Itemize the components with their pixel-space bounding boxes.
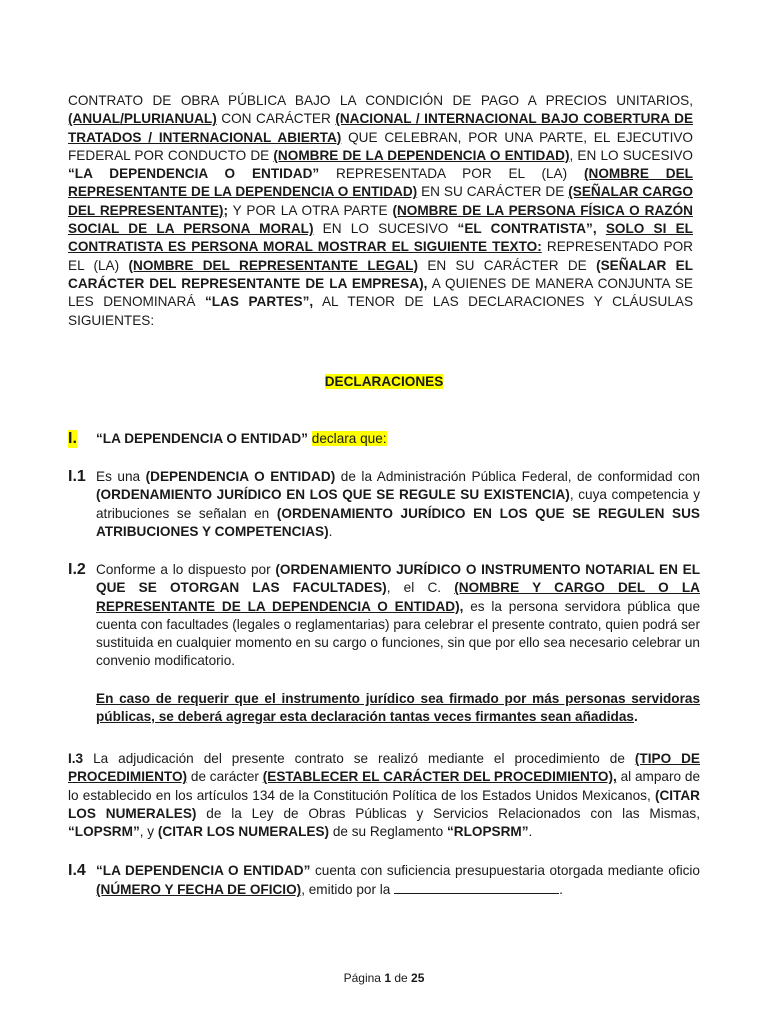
clause-number: I.4 [68, 862, 86, 879]
clause-text-run: La adjudicación del presente contrato se realizó mediante el procedimiento de [83, 751, 635, 766]
placeholder-contractor-name: (NOMBRE DE LA PERSONA FÍSICA O RAZÓN SOCIAL DE LA PERSONA MORAL) [68, 202, 693, 237]
page-footer [0, 970, 768, 986]
placeholder-coverage: (NACIONAL / INTERNACIONAL BAJO COBERTURA DE TRATADOS / INTERNACIONAL ABIERTA) [68, 111, 694, 145]
clause-text-run: Conforme a lo dispuesto por [96, 562, 276, 577]
preamble-text: AL TENOR DE LAS DECLARACIONES Y CLÁUSULAS SIGUIENTES: [68, 294, 694, 328]
contract-preamble [68, 92, 693, 330]
declarations-heading: DECLARACIONES [324, 374, 444, 389]
placeholder-faculties-instrument: (ORDENAMIENTO JURÍDICO O INSTRUMENTO NOTARIAL EN EL QUE SE OTORGAN LAS FACULTADES) [96, 562, 700, 596]
clause-number: I.1 [68, 468, 86, 485]
defined-term-lopsrm: “LOPSRM” [68, 824, 140, 840]
clause-text-run: . [528, 824, 533, 840]
defined-term-contractor: “EL CONTRATISTA”, [457, 221, 606, 237]
clause-text-run: de carácter [187, 769, 263, 785]
section-number: I. [68, 430, 77, 447]
fill-in-blank [394, 880, 559, 894]
placeholder-numerals: (CITAR LOS NUMERALES) [68, 787, 700, 821]
page-label: Página [343, 971, 385, 985]
placeholder-agency-type: (DEPENDENCIA O ENTIDAD) [145, 469, 336, 484]
preamble-text: , EN LO SUCESIVO [569, 147, 693, 163]
clause-text-run: es la persona servidora pública que cuenta con facultades (legales o reglamentarias) para celebrar el presente contrato, quien podrá ser sustituida en cualquier momento en su cargo o funciones, sin que por ello sea necesario celebrar un convenio modificatorio. [96, 598, 701, 669]
declares-text: declara que: [311, 431, 387, 446]
clause-text-run: al amparo de lo establecido en los artículos 134 de la Constitución Política de los Estados Unidos Mexicanos, [68, 769, 700, 803]
preamble-text: EN LO SUCESIVO [313, 221, 458, 237]
placeholder-attributions: (ORDENAMIENTO JURÍDICO EN LOS QUE SE REGULEN SUS ATRIBUCIONES Y COMPETENCIAS) [96, 505, 700, 539]
preamble-text: EN SU CARÁCTER DE [417, 184, 569, 200]
clause-text-run: . [328, 523, 333, 539]
placeholder-representative-role: (SEÑALAR CARGO DEL REPRESENTANTE) [68, 184, 693, 218]
clause-number: I.2 [68, 561, 86, 578]
declaration-i3 [68, 750, 700, 841]
declaration-section-i [68, 430, 700, 448]
current-page-number: 1 [384, 971, 391, 985]
clause-number: I.3 [68, 751, 84, 766]
clause-text-run: cuenta con suficiencia presupuestaria otorgada mediante oficio [310, 863, 700, 878]
section-heading [0, 373, 768, 391]
page-of-text: de [391, 971, 412, 985]
clause-text-run: Es una [96, 469, 146, 484]
placeholder-legal-representative-role: (SEÑALAR EL CARÁCTER DEL REPRESENTANTE DE LA EMPRESA), [68, 257, 694, 291]
placeholder-legal-basis: (ORDENAMIENTO JURÍDICO EN LOS QUE SE REGULE SU EXISTENCIA) [96, 487, 570, 503]
signatories-instruction: En caso de requerir que el instrumento jurídico sea firmado por más personas servidoras públicas, se deberá agregar esta declaración tantas veces firmantes sean añadidas [96, 690, 700, 725]
instruction-note [96, 690, 700, 727]
preamble-text: A QUIENES DE MANERA CONJUNTA SE LES DENOMINARÁ [68, 275, 693, 310]
placeholder-numerals: (CITAR LOS NUMERALES) [157, 824, 330, 840]
clause-text [68, 750, 700, 841]
clause-text [96, 561, 700, 671]
preamble-text: QUE CELEBRAN, POR UNA PARTE, EL EJECUTIVO FEDERAL POR CONDUCTO DE [68, 129, 693, 163]
preamble-text: REPRESENTADA POR EL (LA) [319, 166, 584, 182]
placeholder-representative-name-role: (NOMBRE Y CARGO DEL O LA REPRESENTANTE DE LA DEPENDENCIA O ENTIDAD), [96, 580, 700, 614]
defined-term-parties: “LAS PARTES”, [204, 294, 314, 310]
placeholder-agency-representative: (NOMBRE DEL REPRESENTANTE DE LA DEPENDENCIA O ENTIDAD) [68, 166, 693, 200]
clause-text-run: de su Reglamento [329, 824, 447, 840]
total-pages: 25 [411, 971, 425, 985]
preamble-text: CON CARÁCTER [216, 111, 336, 127]
defined-term-rlopsrm: “RLOPSRM” [446, 824, 529, 840]
declaration-i1 [68, 468, 700, 541]
clause-text-run: de la Ley de Obras Públicas y Servicios Relacionados con las Mismas, [196, 805, 700, 821]
preamble-text: Y POR LA OTRA PARTE [228, 202, 393, 218]
note-punctuation: . [633, 709, 638, 725]
defined-term-agency: “LA DEPENDENCIA O ENTIDAD” [96, 431, 308, 446]
clause-text [96, 468, 700, 541]
clause-text-run: . [559, 882, 563, 898]
clause-text-run: , el C. [386, 580, 455, 596]
placeholder-procedure-type: (TIPO DE PROCEDIMIENTO) [68, 751, 700, 785]
preamble-text: EN SU CARÁCTER DE [418, 257, 597, 273]
placeholder-agency-name: (NOMBRE DE LA DEPENDENCIA O ENTIDAD) [273, 147, 570, 163]
conditional-instruction: SOLO SI EL CONTRATISTA ES PERSONA MORAL MOSTRAR EL SIGUIENTE TEXTO: [68, 221, 693, 255]
placeholder-legal-representative: (NOMBRE DEL REPRESENTANTE LEGAL) [128, 257, 419, 273]
preamble-punctuation: ; [223, 202, 228, 218]
placeholder-procedure-character: (ESTABLECER EL CARÁCTER DEL PROCEDIMIENTO), [262, 769, 617, 785]
clause-text-run: , cuya competencia y atribuciones se señalan en [96, 487, 700, 521]
declaration-i4 [68, 862, 700, 900]
section-i-title [96, 430, 700, 448]
clause-text-run: , y [139, 824, 158, 840]
placeholder-term: (ANUAL/PLURIANUAL) [68, 111, 217, 127]
clause-text-run: , emitido por la [301, 882, 395, 898]
declaration-i2 [68, 561, 700, 726]
preamble-text: REPRESENTADO POR EL (LA) [68, 239, 693, 273]
preamble-text: CONTRATO DE OBRA PÚBLICA BAJO LA CONDICIÓN DE PAGO A PRECIOS UNITARIOS, [68, 93, 693, 108]
placeholder-office-number-date: (NÚMERO Y FECHA DE OFICIO) [96, 882, 302, 898]
clause-text [96, 862, 700, 900]
clause-text-run: de la Administración Pública Federal, de conformidad con [335, 469, 700, 484]
defined-term-agency: “LA DEPENDENCIA O ENTIDAD” [68, 166, 320, 182]
defined-term-agency: “LA DEPENDENCIA O ENTIDAD” [96, 863, 311, 878]
